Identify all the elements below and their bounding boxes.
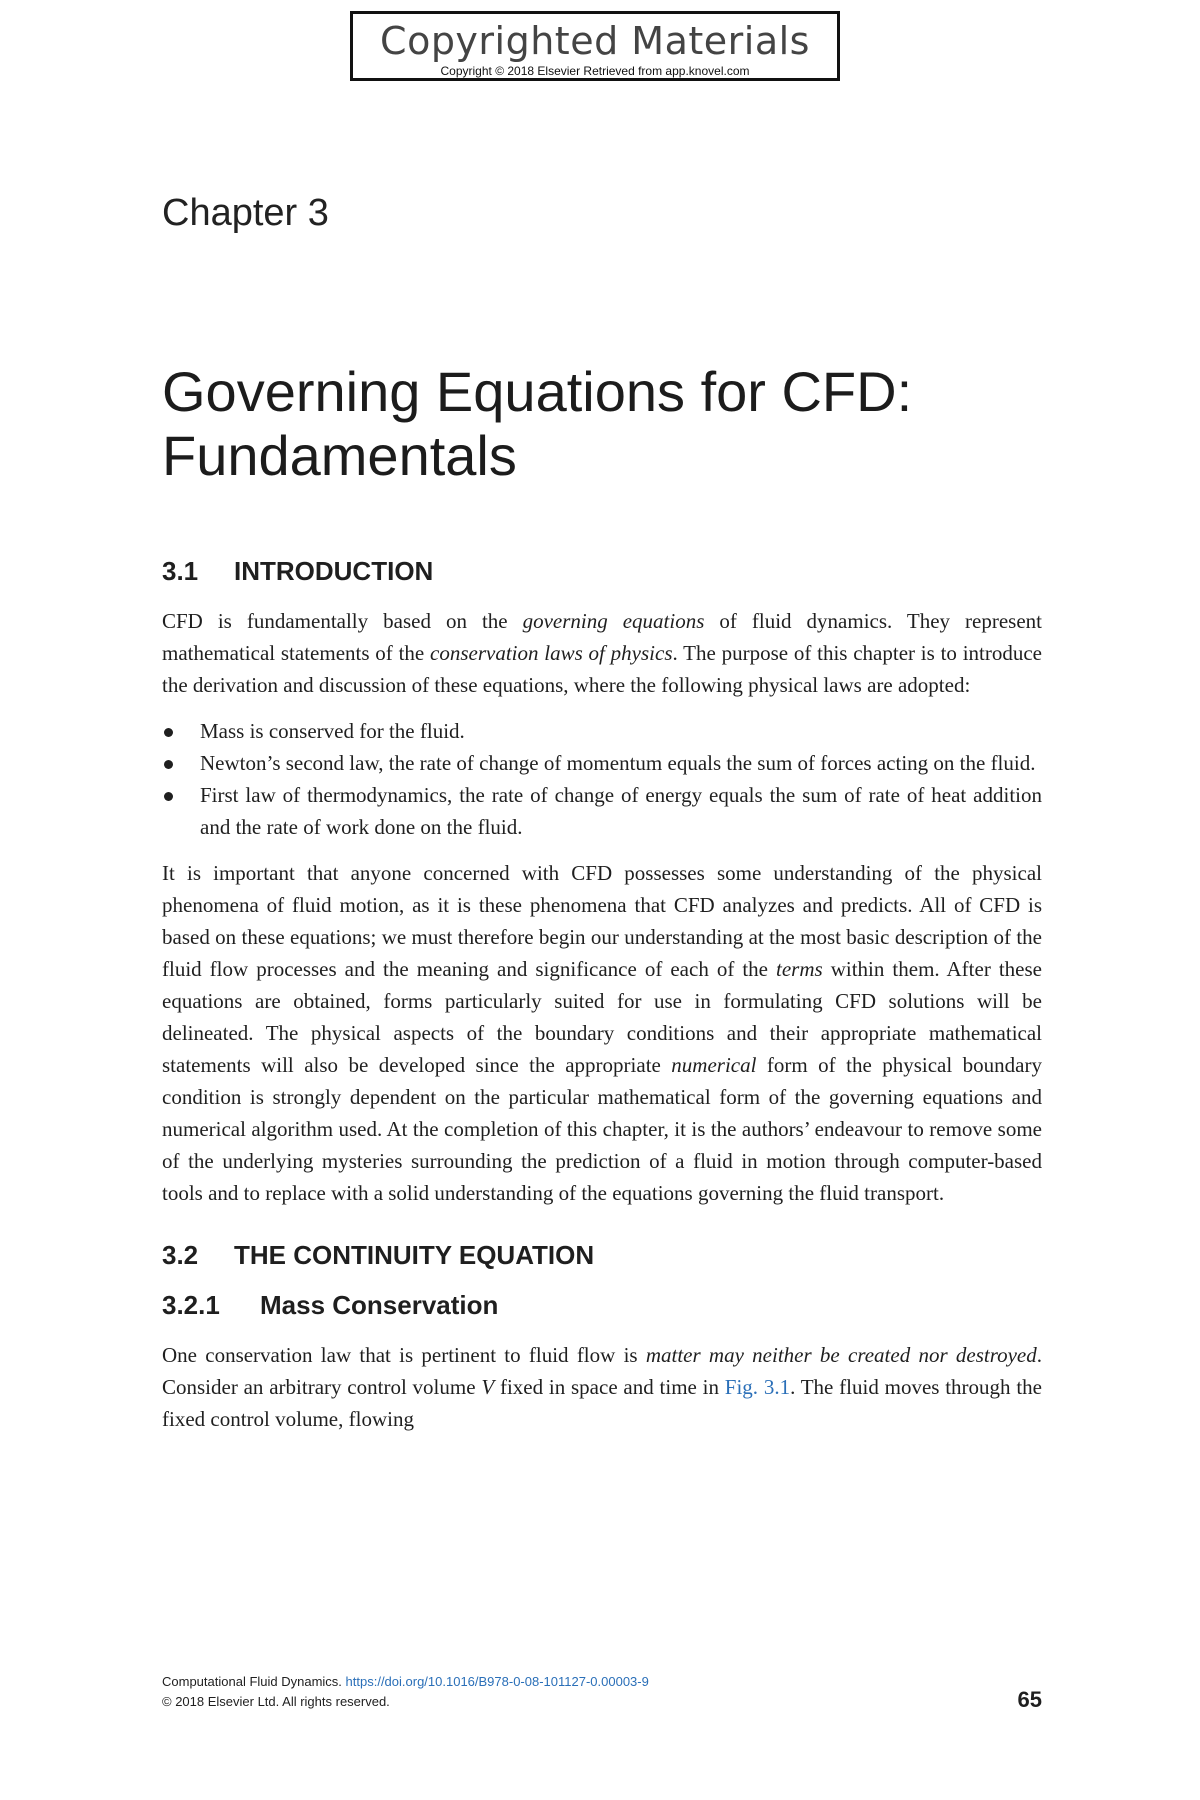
subsection-heading-3-2-1 — [162, 1289, 1042, 1321]
section-heading-3-1 — [162, 555, 1042, 587]
intro-paragraph: CFD is fundamentally based on the governing equations of fluid dynamics. They represent mathematical statements of the conservation laws of physics. The purpose of this chapter is to introduce the derivation and discussion of these equations, where the following physical laws are adopted: — [162, 609, 1042, 697]
watermark-subtitle: Copyright © 2018 Elsevier Retrieved from app.knovel.com — [440, 64, 750, 78]
page-body — [162, 555, 1042, 1449]
list-item: First law of thermodynamics, the rate of change of energy equals the sum of rate of heat addition and the rate of work done on the fluid. — [162, 779, 1042, 843]
footer-copyright: © 2018 Elsevier Ltd. All rights reserved. — [162, 1694, 390, 1709]
emphasis-matter: matter may neither be created nor destroyed — [645, 1343, 1037, 1367]
bullet-icon — [164, 728, 173, 737]
emphasis-terms: terms — [776, 957, 823, 981]
copyright-watermark — [350, 11, 840, 81]
bullet-icon — [164, 760, 173, 769]
understanding-paragraph: It is important that anyone concerned with CFD possesses some understanding of the physical phenomena of fluid motion, as it is these phenomena that CFD analyzes and predicts. All of CFD is based on these equations; we must therefore begin our understanding at the most basic description of the fluid flow processes and the meaning and significance of each of the terms within them. After these equations are obtained, forms particularly suited for use in formulating CFD solutions will be delineated. The physical aspects of the boundary conditions and their appropriate mathematical statements will also be developed since the appropriate numerical form of the physical boundary condition is strongly dependent on the particular mathematical form of the governing equations and numerical algorithm used. At the completion of this chapter, it is the authors’ endeavour to remove some of the underlying mysteries surrounding the prediction of a fluid in motion through computer-based tools and to replace with a solid understanding of the equations governing the fluid transport. — [162, 861, 1042, 1205]
mass-conservation-paragraph: One conservation law that is pertinent to fluid flow is matter may neither be created nor destroyed. Consider an arbitrary control volume V fixed in space and time in Fig. 3.1. The fluid moves through the fixed control volume, flowing — [162, 1343, 1042, 1431]
watermark-title: Copyrighted Materials — [380, 19, 810, 63]
subsection-number: 3.2.1 — [162, 1290, 220, 1320]
doi-link[interactable]: https://doi.org/10.1016/B978-0-08-101127-0.00003-9 — [345, 1674, 649, 1689]
chapter-title-line2: Fundamentals — [162, 424, 517, 487]
footer-book-title: Computational Fluid Dynamics. — [162, 1674, 342, 1689]
physical-laws-list — [162, 715, 1042, 843]
emphasis-conservation-laws: conservation laws of physics — [430, 641, 673, 665]
section-number: 3.2 — [162, 1240, 199, 1270]
list-item: Newton’s second law, the rate of change of momentum equals the sum of forces acting on the fluid. — [162, 747, 1042, 779]
emphasis-control-volume: V — [481, 1375, 495, 1399]
subsection-title: Mass Conservation — [260, 1290, 499, 1320]
chapter-title-line1: Governing Equations for CFD: — [162, 360, 913, 423]
section-heading-3-2 — [162, 1239, 1042, 1271]
page-number: 65 — [1017, 1687, 1042, 1712]
emphasis-numerical: numerical — [671, 1053, 757, 1077]
page-footer — [162, 1672, 1042, 1712]
section-title: THE CONTINUITY EQUATION — [234, 1240, 595, 1270]
emphasis-governing-equations: governing equations — [522, 609, 705, 633]
chapter-title — [162, 360, 1042, 488]
section-title: INTRODUCTION — [234, 556, 434, 586]
bullet-icon — [164, 792, 173, 801]
footer-citation — [162, 1672, 1042, 1692]
figure-reference-link[interactable]: Fig. 3.1 — [724, 1375, 791, 1399]
list-item: Mass is conserved for the fluid. — [162, 715, 1042, 747]
section-number: 3.1 — [162, 556, 199, 586]
chapter-label: Chapter 3 — [162, 192, 329, 234]
